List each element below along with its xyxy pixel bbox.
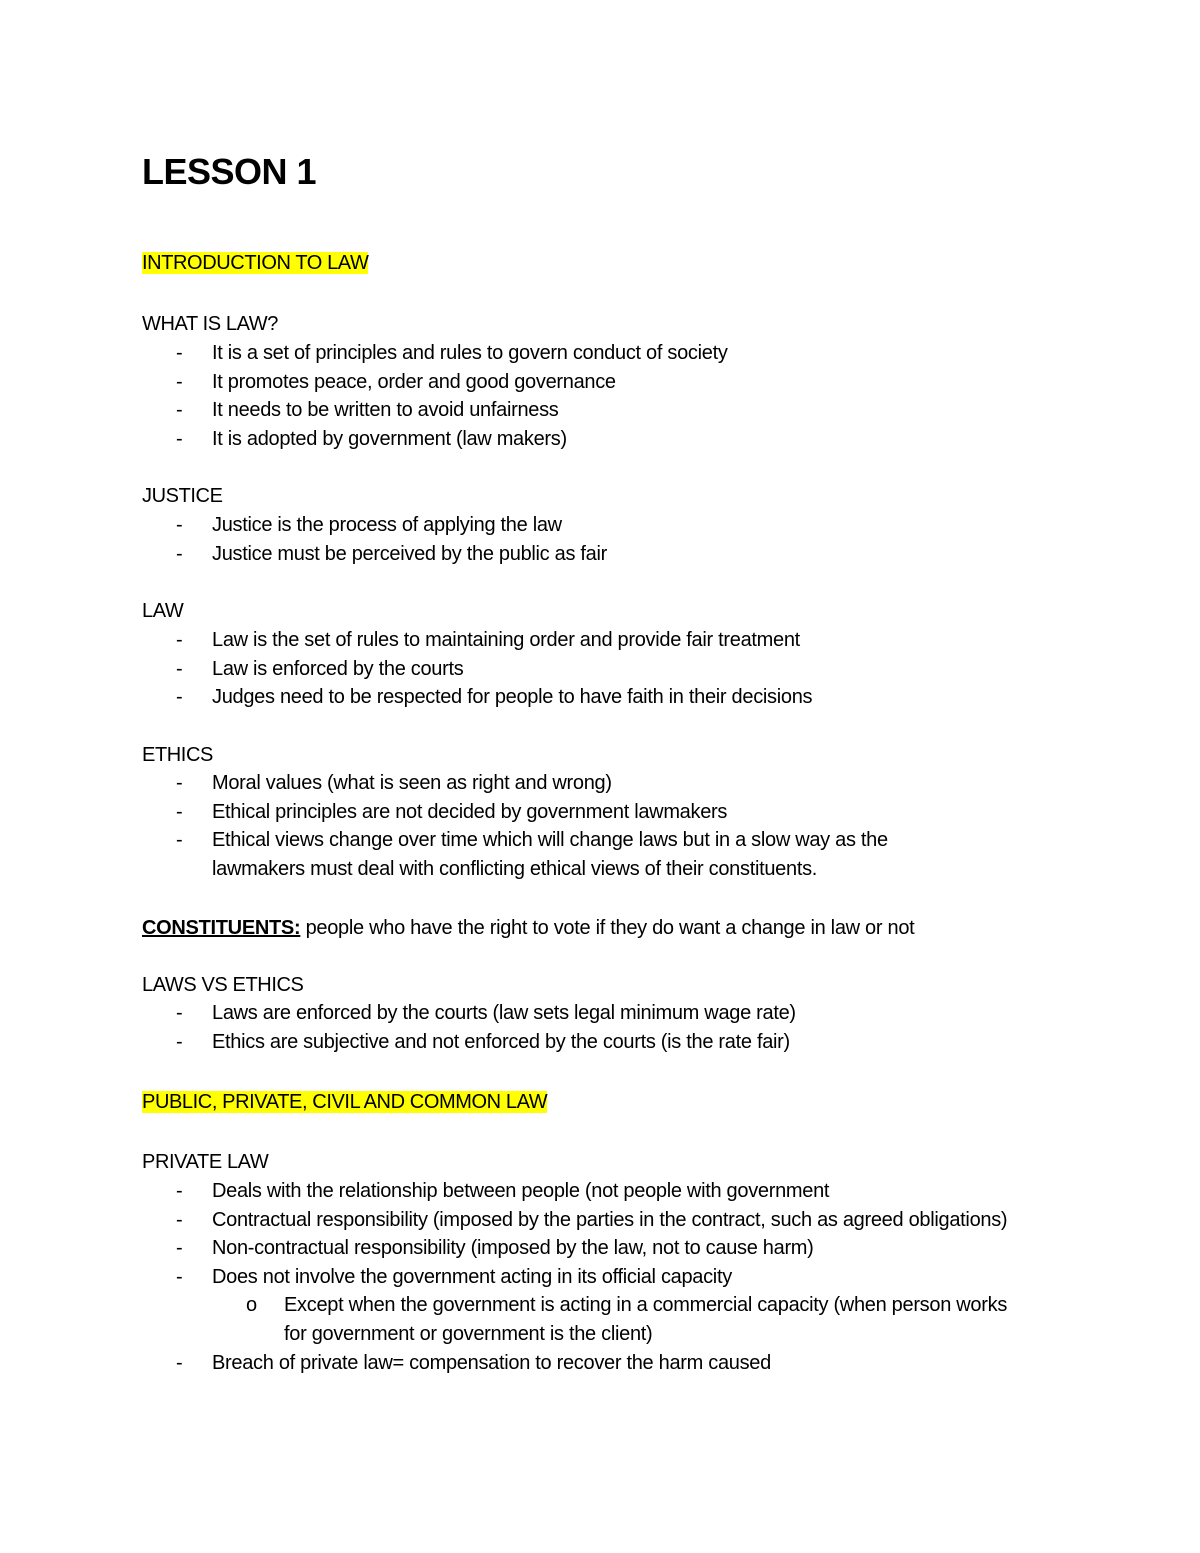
highlighted-heading-text: PUBLIC, PRIVATE, CIVIL AND COMMON LAW: [142, 1091, 548, 1113]
heading-laws-vs-ethics: LAWS VS ETHICS: [142, 974, 304, 996]
list-item: - Ethical principles are not decided by government lawmakers: [142, 798, 982, 827]
list-item: - Laws are enforced by the courts (law sets legal minimum wage rate): [142, 999, 1042, 1028]
list-item: - Law is the set of rules to maintaining order and provide fair treatment: [142, 626, 1042, 655]
heading-ethics: ETHICS: [142, 744, 213, 766]
list-item: - Deals with the relationship between people (not people with government: [142, 1177, 1022, 1206]
list-item: - It promotes peace, order and good governance: [142, 368, 1042, 397]
heading-justice: JUSTICE: [142, 485, 223, 507]
list-item: - Non-contractual responsibility (imposed by the law, not to cause harm): [142, 1234, 1022, 1263]
constituents-text: people who have the right to vote if they do want a change in law or not: [300, 917, 915, 939]
list-item: - It needs to be written to avoid unfairness: [142, 396, 1042, 425]
sub-list-item: o Except when the government is acting in a commercial capacity (when person works for government or government is the client): [212, 1291, 1022, 1348]
justice-list: [142, 511, 1042, 568]
sub-list: [212, 1291, 1022, 1348]
list-item: [142, 1263, 1022, 1349]
list-item: - Law is enforced by the courts: [142, 655, 1042, 684]
list-item: - Contractual responsibility (imposed by the parties in the contract, such as agreed obligations): [142, 1206, 1022, 1235]
heading-private-law: PRIVATE LAW: [142, 1151, 269, 1173]
laws-vs-ethics-list: [142, 999, 1042, 1056]
list-item: - Justice must be perceived by the public as fair: [142, 540, 1042, 569]
list-item: - It is a set of principles and rules to govern conduct of society: [142, 339, 1042, 368]
constituents-term: CONSTITUENTS:: [142, 917, 301, 939]
section-heading-introduction: [142, 249, 368, 277]
page-title: LESSON 1: [142, 151, 317, 192]
list-item: - Justice is the process of applying the law: [142, 511, 1042, 540]
list-item: - Judges need to be respected for people to have faith in their decisions: [142, 683, 1042, 712]
constituents-definition: [142, 914, 914, 942]
private-law-list: [142, 1177, 1022, 1377]
list-item-text: Does not involve the government acting in its official capacity: [212, 1265, 732, 1288]
law-list: [142, 626, 1042, 712]
section-heading-public-private: [142, 1088, 547, 1116]
list-item: - Ethics are subjective and not enforced by the courts (is the rate fair): [142, 1028, 1042, 1057]
list-item: - Moral values (what is seen as right and wrong): [142, 769, 982, 798]
heading-law: LAW: [142, 600, 184, 622]
highlighted-heading-text: INTRODUCTION TO LAW: [142, 252, 369, 274]
what-is-law-list: [142, 339, 1042, 453]
ethics-list: [142, 769, 982, 883]
list-item: - Ethical views change over time which will change laws but in a slow way as the lawmakers must deal with conflicting ethical views of their constituents.: [142, 826, 982, 883]
list-item: - It is adopted by government (law makers): [142, 425, 1042, 454]
list-item: - Breach of private law= compensation to recover the harm caused: [142, 1349, 1022, 1378]
heading-what-is-law: WHAT IS LAW?: [142, 313, 278, 335]
